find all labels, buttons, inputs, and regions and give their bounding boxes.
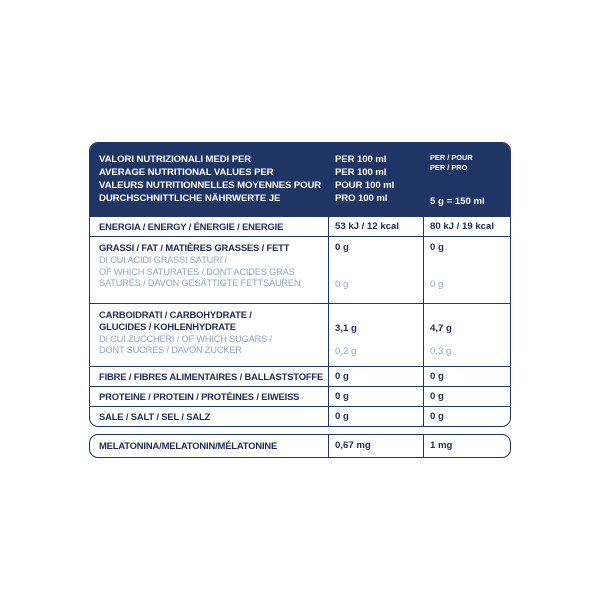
row-sub-label-line: DONT SUCRES / DAVON ZUCKER (99, 345, 242, 355)
row-sub-label-line: DI CUI ACIDI GRASSI SATURI / (99, 255, 227, 265)
row-sub-label-line: OF WHICH SATURATES / DONT ACIDES GRAS (99, 266, 295, 277)
value-serving: 0 g (430, 371, 444, 382)
header-serving-line: PER / PRO (430, 163, 468, 172)
row-label: SALE / SALT / SEL / SALZ (99, 411, 211, 422)
row-label: FIBRE / FIBRES ALIMENTAIRES / BALLASTSTOFFE (99, 371, 324, 382)
row-sub-label-line: SATURÉS / DAVON GESÄTTIGTE FETTSÄUREN (99, 278, 301, 288)
table-header (90, 143, 510, 217)
row-sub-label-line: DI CUI ZUCCHERI / OF WHICH SUGARS / (99, 333, 272, 344)
header-per100-line: PRO 100 ml (335, 193, 388, 204)
header-title-line: DURCHSCHNITTLICHE NÄHRWERTE JE (99, 193, 281, 204)
row-label: PROTEINE / PROTEIN / PROTÉINES / EIWEISS (99, 391, 300, 402)
header-per100 (335, 153, 420, 205)
table-row-fibre (90, 367, 510, 386)
value-per100: 0 g (335, 411, 349, 422)
header-per100-line: PER 100 ml (335, 167, 387, 178)
value-serving: 0 g (430, 242, 444, 253)
header-serving-line: PER / POUR (430, 153, 473, 162)
value-serving: 0 g (430, 391, 444, 402)
table-row-energy (90, 217, 510, 236)
header-serving (430, 153, 510, 173)
row-label: ENERGIA / ENERGY / ÉNERGIE / ENERGIE (99, 221, 284, 232)
value-serving: 4,7 g (430, 323, 452, 334)
value-per100: 0 g (335, 391, 349, 402)
row-label: GRASSI / FAT / MATIÈRES GRASSES / FETT (99, 242, 290, 253)
column-divider (328, 435, 329, 457)
header-title-line: VALEURS NUTRITIONNELLES MOYENNES POUR (99, 180, 322, 191)
value-per100: 3,1 g (335, 323, 357, 334)
table-row-fat (90, 237, 510, 303)
sub-value-serving: 0,3 g (430, 346, 452, 357)
row-label-line: CARBOIDRATI / CARBOHYDRATE / (99, 309, 252, 320)
table-row-salt (90, 407, 510, 426)
melatonin-label: MELATONINA/MELATONIN/MÉLATONINE (99, 440, 278, 451)
sub-value-per100: 0 g (335, 279, 349, 290)
header-per100-line: PER 100 ml (335, 154, 387, 165)
melatonin-serving: 1 mg (430, 440, 453, 451)
melatonin-per100: 0,67 mg (335, 440, 371, 451)
row-label-line: GLUCIDES / KOHLENHYDRATE (99, 321, 236, 332)
value-serving: 0 g (430, 411, 444, 422)
melatonin-row (89, 434, 511, 458)
sub-value-per100: 0,2 g (335, 346, 357, 357)
sub-value-serving: 0 g (430, 279, 444, 290)
header-per100-line: POUR 100 ml (335, 180, 395, 191)
nutrition-table (89, 142, 511, 427)
table-row-protein (90, 387, 510, 406)
column-divider (423, 435, 424, 457)
value-serving: 80 kJ / 19 kcal (430, 221, 495, 232)
serving-size-label: 5 g = 150 ml (430, 196, 485, 207)
value-per100: 0 g (335, 242, 349, 253)
header-title (99, 153, 327, 205)
value-per100: 53 kJ / 12 kcal (335, 221, 400, 232)
header-title-line: AVERAGE NUTRITIONAL VALUES PER (99, 167, 274, 178)
table-row-carbohydrates (90, 304, 510, 370)
value-per100: 0 g (335, 371, 349, 382)
header-title-line: VALORI NUTRIZIONALI MEDI PER (99, 154, 252, 165)
